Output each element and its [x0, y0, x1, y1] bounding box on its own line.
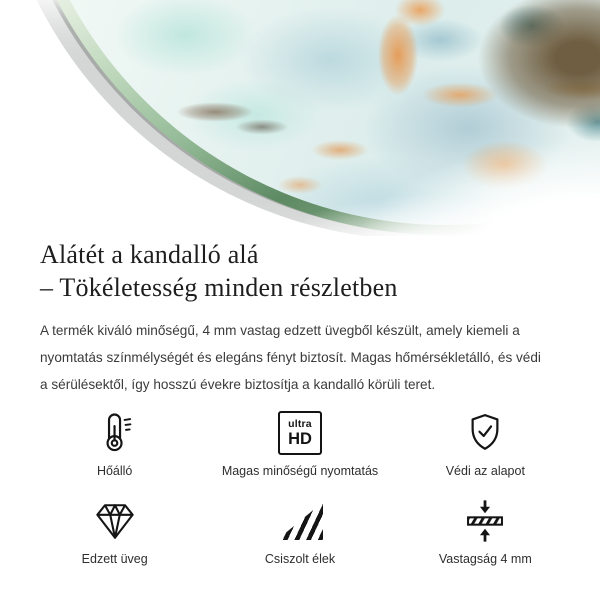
feature-label: Védi az alapot	[445, 464, 525, 478]
ultra-hd-badge	[278, 411, 322, 455]
photo-fade	[0, 0, 600, 236]
ultra-hd-badge-bottom: HD	[288, 429, 312, 448]
product-info-section	[0, 236, 600, 582]
feature-label: Edzett üveg	[81, 552, 148, 566]
feature-label: Csiszolt élek	[264, 552, 336, 566]
feature-label: Vastagság 4 mm	[438, 552, 532, 566]
polished-edges-icon	[277, 496, 323, 546]
diamond-icon	[92, 496, 138, 546]
ultra-hd-badge-top: ultra	[288, 418, 312, 430]
feature-protects-base	[393, 408, 578, 494]
page-title	[40, 238, 560, 304]
title-line-2: – Tökéletesség minden részletben	[40, 273, 398, 302]
feature-polished-edges	[207, 496, 392, 582]
ultra-hd-icon	[278, 408, 322, 458]
thermometer-icon	[93, 408, 137, 458]
product-photo	[0, 0, 600, 236]
shield-check-icon	[463, 408, 507, 458]
feature-heat-resistant	[22, 408, 207, 494]
feature-label: Magas minőségű nyomtatás	[221, 464, 379, 478]
feature-print-quality	[207, 408, 392, 494]
polished-edges-stripes	[277, 502, 323, 540]
title-line-1: Alátét a kandalló alá	[40, 240, 259, 269]
feature-grid	[0, 408, 600, 582]
feature-label: Hőálló	[96, 464, 133, 478]
feature-tempered-glass	[22, 496, 207, 582]
product-description: A termék kiváló minőségű, 4 mm vastag edzett üvegből készült, amely kiemeli a nyomtatás színmélységét és elegáns fényt biztosít. Magas hőmérsékletálló, és védi a sérülésektől, így hosszú évekre biztosítja a kandalló körüli teret.	[40, 323, 541, 392]
feature-thickness	[393, 496, 578, 582]
thickness-icon	[463, 496, 507, 546]
